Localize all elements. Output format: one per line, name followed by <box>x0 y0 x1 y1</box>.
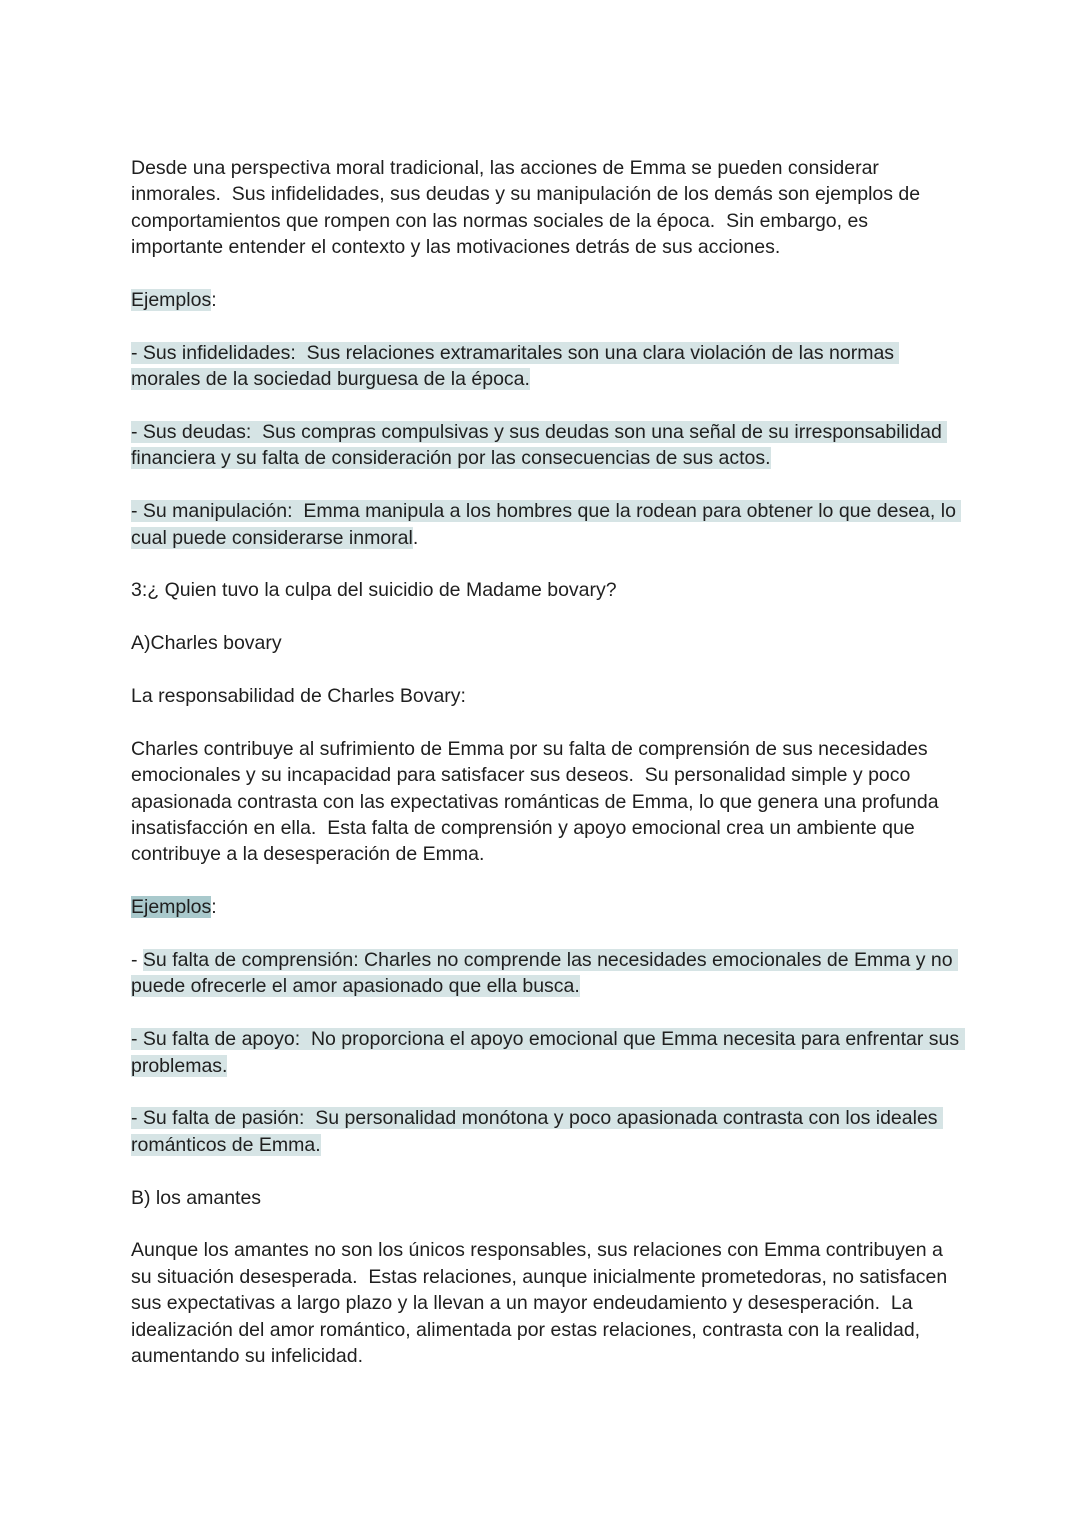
charles-paragraph: Charles contribuye al sufrimiento de Emma por su falta de comprensión de sus necesidades emocionales y su incapacidad para satisfacer sus deseos. Su personalidad simple y poco apasionada contrasta con las expectativas románticas de Emma, lo que genera una profunda insatisfacción en ella. Esta falta de comprensión y apoyo emocional crea un ambiente que contribuye a la desesperación de Emma. <box>131 737 945 866</box>
examples-label-text: Ejemplos <box>131 896 212 919</box>
example-item-comprension <box>131 947 961 1000</box>
examples-label-colon: : <box>211 896 217 919</box>
intro-paragraph: Desde una perspectiva moral tradicional, las acciones de Emma se pueden considerar inmorales. Sus infidelidades, sus deudas y su manipulación de los demás son ejemplos de comportamientos que rompen con las normas sociales de la época. Sin embargo, es importante entender el contexto y las motivaciones detrás de sus acciones. <box>131 157 926 259</box>
document-page <box>131 155 965 1396</box>
example-item-manipulacion <box>131 498 961 551</box>
lovers-paragraph: Aunque los amantes no son los únicos responsables, sus relaciones con Emma contribuyen a su situación desesperada. Estas relaciones, aunque inicialmente prometedoras, no satisfacen sus expectativas a largo plazo y la llevan a un mayor endeudamiento y desesperación. La idealización del amor romántico, alimentada por estas relaciones, contrasta con la realidad, aumentando su infelicidad. <box>131 1239 953 1368</box>
option-b: B) los amantes <box>131 1186 262 1209</box>
example-text: - Su falta de pasión: Su personalidad monótona y poco apasionada contrasta con los ideales románticos de Emma. <box>131 1107 943 1156</box>
example-text: - Sus infidelidades: Sus relaciones extramaritales son una clara violación de las normas morales de la sociedad burguesa de la época. <box>131 341 900 391</box>
example-prefix: - <box>131 949 143 972</box>
example-text: - Su manipulación: Emma manipula a los hombres que la rodean para obtener lo que desea, lo cual puede considerarse inmoral <box>131 500 962 549</box>
example-item-pasion <box>131 1105 961 1158</box>
option-a: A)Charles bovary <box>131 632 282 655</box>
example-item-deudas <box>131 419 961 472</box>
example-text: - Sus deudas: Sus compras compulsivas y sus deudas son una señal de su irresponsabilidad financiera y su falta de consideración por las consecuencias de sus actos. <box>131 421 948 470</box>
example-item-infidelidades <box>131 340 961 393</box>
example-item-apoyo <box>131 1026 965 1079</box>
examples-label-text: Ejemplos <box>131 289 212 312</box>
examples-label-1 <box>131 287 961 313</box>
example-text: - Su falta de apoyo: No proporciona el apoyo emocional que Emma necesita para enfrentar sus problemas. <box>131 1028 965 1077</box>
examples-label-2 <box>131 894 961 920</box>
example-tail: . <box>412 526 419 549</box>
question-heading: 3:¿ Quien tuvo la culpa del suicidio de Madame bovary? <box>131 579 617 602</box>
charles-heading: La responsabilidad de Charles Bovary: <box>131 685 466 708</box>
examples-label-colon: : <box>211 289 217 312</box>
example-text: Su falta de comprensión: Charles no comprende las necesidades emocionales de Emma y no puede ofrecerle el amor apasionado que ella busca. <box>131 949 959 998</box>
